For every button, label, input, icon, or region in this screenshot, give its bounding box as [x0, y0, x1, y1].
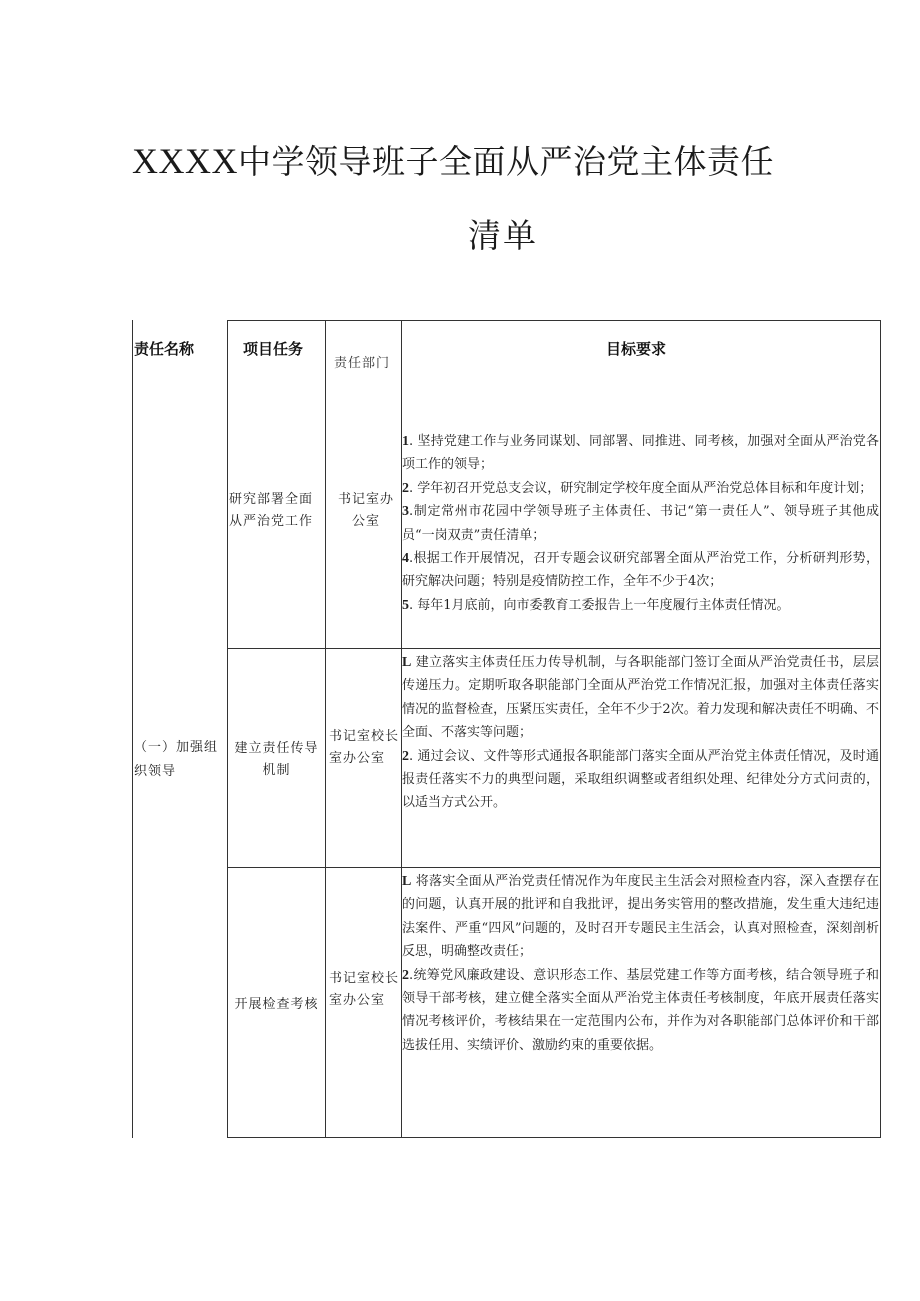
header-target-requirement: 目标要求	[606, 340, 667, 358]
row-2-item-2: 2. 通过会议、文件等形式通报各职能部门落实全面从严治党主体责任情况，及时通报责任落实不力的典型问题，采取组织调整或者组织处理、纪律处分方式问责的，以适当方式公开。	[402, 748, 879, 811]
row-1-target	[402, 430, 879, 617]
title-school-code: XXXX	[132, 141, 238, 181]
row-2-item-1: L 建立落实主体责任压力传导机制，与各职能部门签订全面从严治党责任书，层层传递压力。定期听取各职能部门全面从严治党工作情况汇报，加强对主体责任落实情况的监督检查，压紧压实责任，全年不少于2次。着力发现和解决责任不明确、不全面、不落实等问题；	[402, 655, 879, 741]
table-right-border	[880, 320, 881, 1138]
row-1-task: 研究部署全面从严治党工作	[229, 492, 314, 529]
row-3-item-1: L 将落实全面从严治党责任情况作为年度民主生活会对照检查内容，深入查摆存在的问题，认真开展的批评和自我批评，提出务实管用的整改措施，发生重大违纪违法案件、严重“四风”问题的，及时召开专题民主生活会，认真对照检查，深刻剖析反思，明确整改责任；	[402, 874, 879, 960]
row-3-task: 开展检查考核	[234, 997, 319, 1012]
row-1-item-5: 5. 每年1月底前，向市委教育工委报告上一年度履行主体责任情况。	[402, 597, 790, 613]
header-department: 责任部门	[334, 356, 391, 371]
row-3-target	[402, 870, 879, 1057]
category-label: （一）加强组织领导	[134, 740, 219, 779]
table-left-border	[132, 320, 133, 1138]
title-main-text: 中学领导班子全面从严治党主体责任	[238, 142, 774, 181]
table-col-divider-2	[325, 320, 326, 1138]
table-bottom-border	[227, 1137, 880, 1138]
header-project-task: 项目任务	[243, 340, 304, 358]
document-title-line-2: 清单	[468, 216, 538, 255]
row-1-item-1: 1. 坚持党建工作与业务同谋划、同部署、同推进、同考核，加强对全面从严治党各项工作的领导；	[402, 434, 879, 473]
row-1-department: 书记室办公室	[337, 492, 394, 529]
table-row-divider-2	[227, 867, 880, 868]
row-2-task: 建立责任传导机制	[234, 741, 319, 778]
row-1-item-2: 2. 学年初召开党总支会议，研究制定学校年度全面从严治党总体目标和年度计划；	[402, 480, 873, 496]
table-row-divider-1	[227, 648, 880, 649]
row-2-department: 书记室校长室办公室	[329, 729, 400, 766]
row-2-target	[402, 651, 879, 815]
row-3-department: 书记室校长室办公室	[329, 971, 400, 1008]
row-1-item-3: 3.制定常州市花园中学领导班子主体责任、书记“第一责任人”、领导班子其他成员“一岗双责”责任清单；	[402, 504, 879, 543]
table-col-divider-1	[227, 320, 228, 1138]
document-title-line-1	[132, 136, 774, 183]
row-3-item-2: 2.统筹党风廉政建设、意识形态工作、基层党建工作等方面考核，结合领导班子和领导干部考核，建立健全落实全面从严治党主体责任考核制度，年底开展责任落实情况考核评价，考核结果在一定范围内公布，并作为对各职能部门总体评价和干部选拔任用、实绩评价、激励约束的重要依据。	[402, 967, 879, 1053]
row-1-item-4: 4.根据工作开展情况，召开专题会议研究部署全面从严治党工作，分析研判形势，研究解决问题；特别是疫情防控工作，全年不少于4次；	[402, 551, 879, 590]
header-responsibility-name: 责任名称	[134, 340, 195, 358]
